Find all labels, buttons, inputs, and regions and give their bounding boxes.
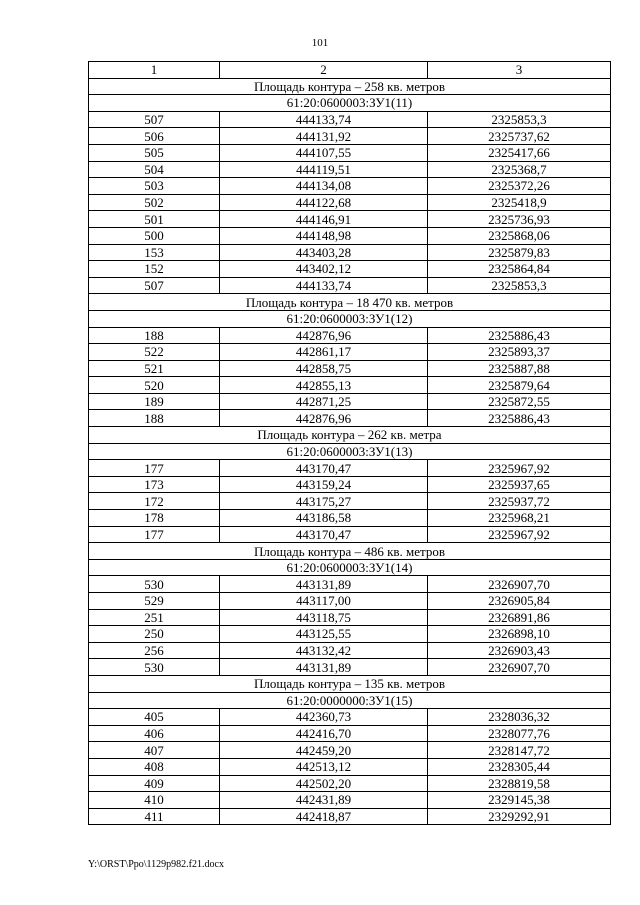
- table-row: [89, 526, 611, 543]
- y-coordinate-cell: 2325937,65: [428, 476, 611, 493]
- point-number-cell: 410: [89, 792, 220, 809]
- header-cell-point: 1: [89, 62, 220, 79]
- y-coordinate-cell: 2326907,70: [428, 659, 611, 676]
- page-number: 101: [311, 37, 329, 49]
- y-coordinate-cell: 2325853,3: [428, 111, 611, 128]
- point-number-cell: 408: [89, 758, 220, 775]
- point-number-cell: 177: [89, 526, 220, 543]
- file-path-footer: Y:\ORST\Ppo\1129p982.f21.docx: [88, 859, 224, 870]
- point-number-cell: 501: [89, 211, 220, 228]
- x-coordinate-cell: 442513,12: [220, 758, 428, 775]
- point-number-cell: 504: [89, 161, 220, 178]
- coordinates-table-body: [89, 62, 611, 825]
- table-row: [89, 476, 611, 493]
- table-row: [89, 758, 611, 775]
- table-row: [89, 377, 611, 394]
- section-cadastral-cell: 61:20:0600003:ЗУ1(13): [89, 443, 611, 460]
- point-number-cell: 251: [89, 609, 220, 626]
- point-number-cell: 256: [89, 642, 220, 659]
- y-coordinate-cell: 2325937,72: [428, 493, 611, 510]
- y-coordinate-cell: 2325872,55: [428, 393, 611, 410]
- x-coordinate-cell: 442855,13: [220, 377, 428, 394]
- x-coordinate-cell: 443170,47: [220, 460, 428, 477]
- x-coordinate-cell: 442431,89: [220, 792, 428, 809]
- section-cadastral-row: [89, 443, 611, 460]
- y-coordinate-cell: 2325868,06: [428, 227, 611, 244]
- header-cell-y: 3: [428, 62, 611, 79]
- x-coordinate-cell: 443118,75: [220, 609, 428, 626]
- x-coordinate-cell: 443117,00: [220, 593, 428, 610]
- table-row: [89, 593, 611, 610]
- table-row: [89, 227, 611, 244]
- table-row: [89, 626, 611, 643]
- x-coordinate-cell: 442360,73: [220, 709, 428, 726]
- y-coordinate-cell: 2325886,43: [428, 327, 611, 344]
- point-number-cell: 172: [89, 493, 220, 510]
- x-coordinate-cell: 444133,74: [220, 111, 428, 128]
- section-cadastral-cell: 61:20:0600003:ЗУ1(12): [89, 310, 611, 327]
- x-coordinate-cell: 443131,89: [220, 576, 428, 593]
- table-row: [89, 244, 611, 261]
- point-number-cell: 522: [89, 344, 220, 361]
- x-coordinate-cell: 442459,20: [220, 742, 428, 759]
- point-number-cell: 505: [89, 144, 220, 161]
- x-coordinate-cell: 443175,27: [220, 493, 428, 510]
- x-coordinate-cell: 444148,98: [220, 227, 428, 244]
- point-number-cell: 530: [89, 659, 220, 676]
- y-coordinate-cell: 2328819,58: [428, 775, 611, 792]
- section-cadastral-row: [89, 692, 611, 709]
- section-area-row: [89, 78, 611, 95]
- y-coordinate-cell: 2329145,38: [428, 792, 611, 809]
- table-row: [89, 709, 611, 726]
- point-number-cell: 153: [89, 244, 220, 261]
- point-number-cell: 529: [89, 593, 220, 610]
- y-coordinate-cell: 2326898,10: [428, 626, 611, 643]
- header-row: [89, 62, 611, 79]
- table-row: [89, 211, 611, 228]
- table-row: [89, 161, 611, 178]
- point-number-cell: 409: [89, 775, 220, 792]
- x-coordinate-cell: 442416,70: [220, 725, 428, 742]
- point-number-cell: 173: [89, 476, 220, 493]
- coordinates-table: [88, 61, 611, 825]
- point-number-cell: 507: [89, 277, 220, 294]
- point-number-cell: 188: [89, 410, 220, 427]
- y-coordinate-cell: 2325967,92: [428, 526, 611, 543]
- point-number-cell: 152: [89, 261, 220, 278]
- point-number-cell: 188: [89, 327, 220, 344]
- x-coordinate-cell: 442502,20: [220, 775, 428, 792]
- y-coordinate-cell: 2325968,21: [428, 510, 611, 527]
- point-number-cell: 520: [89, 377, 220, 394]
- table-row: [89, 493, 611, 510]
- point-number-cell: 406: [89, 725, 220, 742]
- section-area-row: [89, 543, 611, 560]
- x-coordinate-cell: 442861,17: [220, 344, 428, 361]
- section-area-cell: Площадь контура – 486 кв. метров: [89, 543, 611, 560]
- section-area-cell: Площадь контура – 135 кв. метров: [89, 675, 611, 692]
- section-cadastral-cell: 61:20:0600003:ЗУ1(14): [89, 559, 611, 576]
- x-coordinate-cell: 443403,28: [220, 244, 428, 261]
- x-coordinate-cell: 442871,25: [220, 393, 428, 410]
- table-row: [89, 178, 611, 195]
- table-row: [89, 460, 611, 477]
- section-cadastral-row: [89, 310, 611, 327]
- point-number-cell: 189: [89, 393, 220, 410]
- y-coordinate-cell: 2328305,44: [428, 758, 611, 775]
- y-coordinate-cell: 2325736,93: [428, 211, 611, 228]
- x-coordinate-cell: 442876,96: [220, 410, 428, 427]
- y-coordinate-cell: 2326891,86: [428, 609, 611, 626]
- table-row: [89, 128, 611, 145]
- x-coordinate-cell: 442858,75: [220, 360, 428, 377]
- y-coordinate-cell: 2325418,9: [428, 194, 611, 211]
- section-cadastral-cell: 61:20:0000000:ЗУ1(15): [89, 692, 611, 709]
- section-area-cell: Площадь контура – 258 кв. метров: [89, 78, 611, 95]
- x-coordinate-cell: 443170,47: [220, 526, 428, 543]
- header-cell-x: 2: [220, 62, 428, 79]
- x-coordinate-cell: 443131,89: [220, 659, 428, 676]
- x-coordinate-cell: 444122,68: [220, 194, 428, 211]
- table-row: [89, 609, 611, 626]
- x-coordinate-cell: 443402,12: [220, 261, 428, 278]
- point-number-cell: 530: [89, 576, 220, 593]
- y-coordinate-cell: 2325879,64: [428, 377, 611, 394]
- x-coordinate-cell: 442418,87: [220, 808, 428, 825]
- y-coordinate-cell: 2325879,83: [428, 244, 611, 261]
- y-coordinate-cell: 2325372,26: [428, 178, 611, 195]
- table-row: [89, 792, 611, 809]
- x-coordinate-cell: 443186,58: [220, 510, 428, 527]
- y-coordinate-cell: 2325368,7: [428, 161, 611, 178]
- y-coordinate-cell: 2325417,66: [428, 144, 611, 161]
- y-coordinate-cell: 2325853,3: [428, 277, 611, 294]
- x-coordinate-cell: 444119,51: [220, 161, 428, 178]
- y-coordinate-cell: 2325887,88: [428, 360, 611, 377]
- point-number-cell: 506: [89, 128, 220, 145]
- table-row: [89, 344, 611, 361]
- section-cadastral-row: [89, 559, 611, 576]
- y-coordinate-cell: 2326903,43: [428, 642, 611, 659]
- y-coordinate-cell: 2325737,62: [428, 128, 611, 145]
- x-coordinate-cell: 443132,42: [220, 642, 428, 659]
- table-row: [89, 410, 611, 427]
- table-row: [89, 510, 611, 527]
- table-row: [89, 261, 611, 278]
- y-coordinate-cell: 2325967,92: [428, 460, 611, 477]
- table-row: [89, 360, 611, 377]
- table-row: [89, 194, 611, 211]
- section-area-cell: Площадь контура – 262 кв. метра: [89, 427, 611, 444]
- x-coordinate-cell: 444131,92: [220, 128, 428, 145]
- x-coordinate-cell: 444134,08: [220, 178, 428, 195]
- y-coordinate-cell: 2326907,70: [428, 576, 611, 593]
- x-coordinate-cell: 443125,55: [220, 626, 428, 643]
- point-number-cell: 502: [89, 194, 220, 211]
- point-number-cell: 411: [89, 808, 220, 825]
- y-coordinate-cell: 2329292,91: [428, 808, 611, 825]
- point-number-cell: 178: [89, 510, 220, 527]
- table-row: [89, 775, 611, 792]
- x-coordinate-cell: 444133,74: [220, 277, 428, 294]
- point-number-cell: 507: [89, 111, 220, 128]
- table-row: [89, 808, 611, 825]
- point-number-cell: 521: [89, 360, 220, 377]
- point-number-cell: 407: [89, 742, 220, 759]
- point-number-cell: 405: [89, 709, 220, 726]
- y-coordinate-cell: 2325893,37: [428, 344, 611, 361]
- y-coordinate-cell: 2326905,84: [428, 593, 611, 610]
- point-number-cell: 250: [89, 626, 220, 643]
- y-coordinate-cell: 2328147,72: [428, 742, 611, 759]
- table-row: [89, 742, 611, 759]
- y-coordinate-cell: 2328077,76: [428, 725, 611, 742]
- table-row: [89, 725, 611, 742]
- table-row: [89, 111, 611, 128]
- x-coordinate-cell: 442876,96: [220, 327, 428, 344]
- table-row: [89, 327, 611, 344]
- table-row: [89, 576, 611, 593]
- table-row: [89, 277, 611, 294]
- section-area-cell: Площадь контура – 18 470 кв. метров: [89, 294, 611, 311]
- section-cadastral-row: [89, 95, 611, 112]
- point-number-cell: 500: [89, 227, 220, 244]
- section-area-row: [89, 294, 611, 311]
- section-cadastral-cell: 61:20:0600003:ЗУ1(11): [89, 95, 611, 112]
- section-area-row: [89, 675, 611, 692]
- table-row: [89, 393, 611, 410]
- x-coordinate-cell: 444146,91: [220, 211, 428, 228]
- section-area-row: [89, 427, 611, 444]
- table-row: [89, 642, 611, 659]
- point-number-cell: 503: [89, 178, 220, 195]
- point-number-cell: 177: [89, 460, 220, 477]
- x-coordinate-cell: 443159,24: [220, 476, 428, 493]
- table-row: [89, 659, 611, 676]
- y-coordinate-cell: 2328036,32: [428, 709, 611, 726]
- y-coordinate-cell: 2325864,84: [428, 261, 611, 278]
- x-coordinate-cell: 444107,55: [220, 144, 428, 161]
- y-coordinate-cell: 2325886,43: [428, 410, 611, 427]
- table-row: [89, 144, 611, 161]
